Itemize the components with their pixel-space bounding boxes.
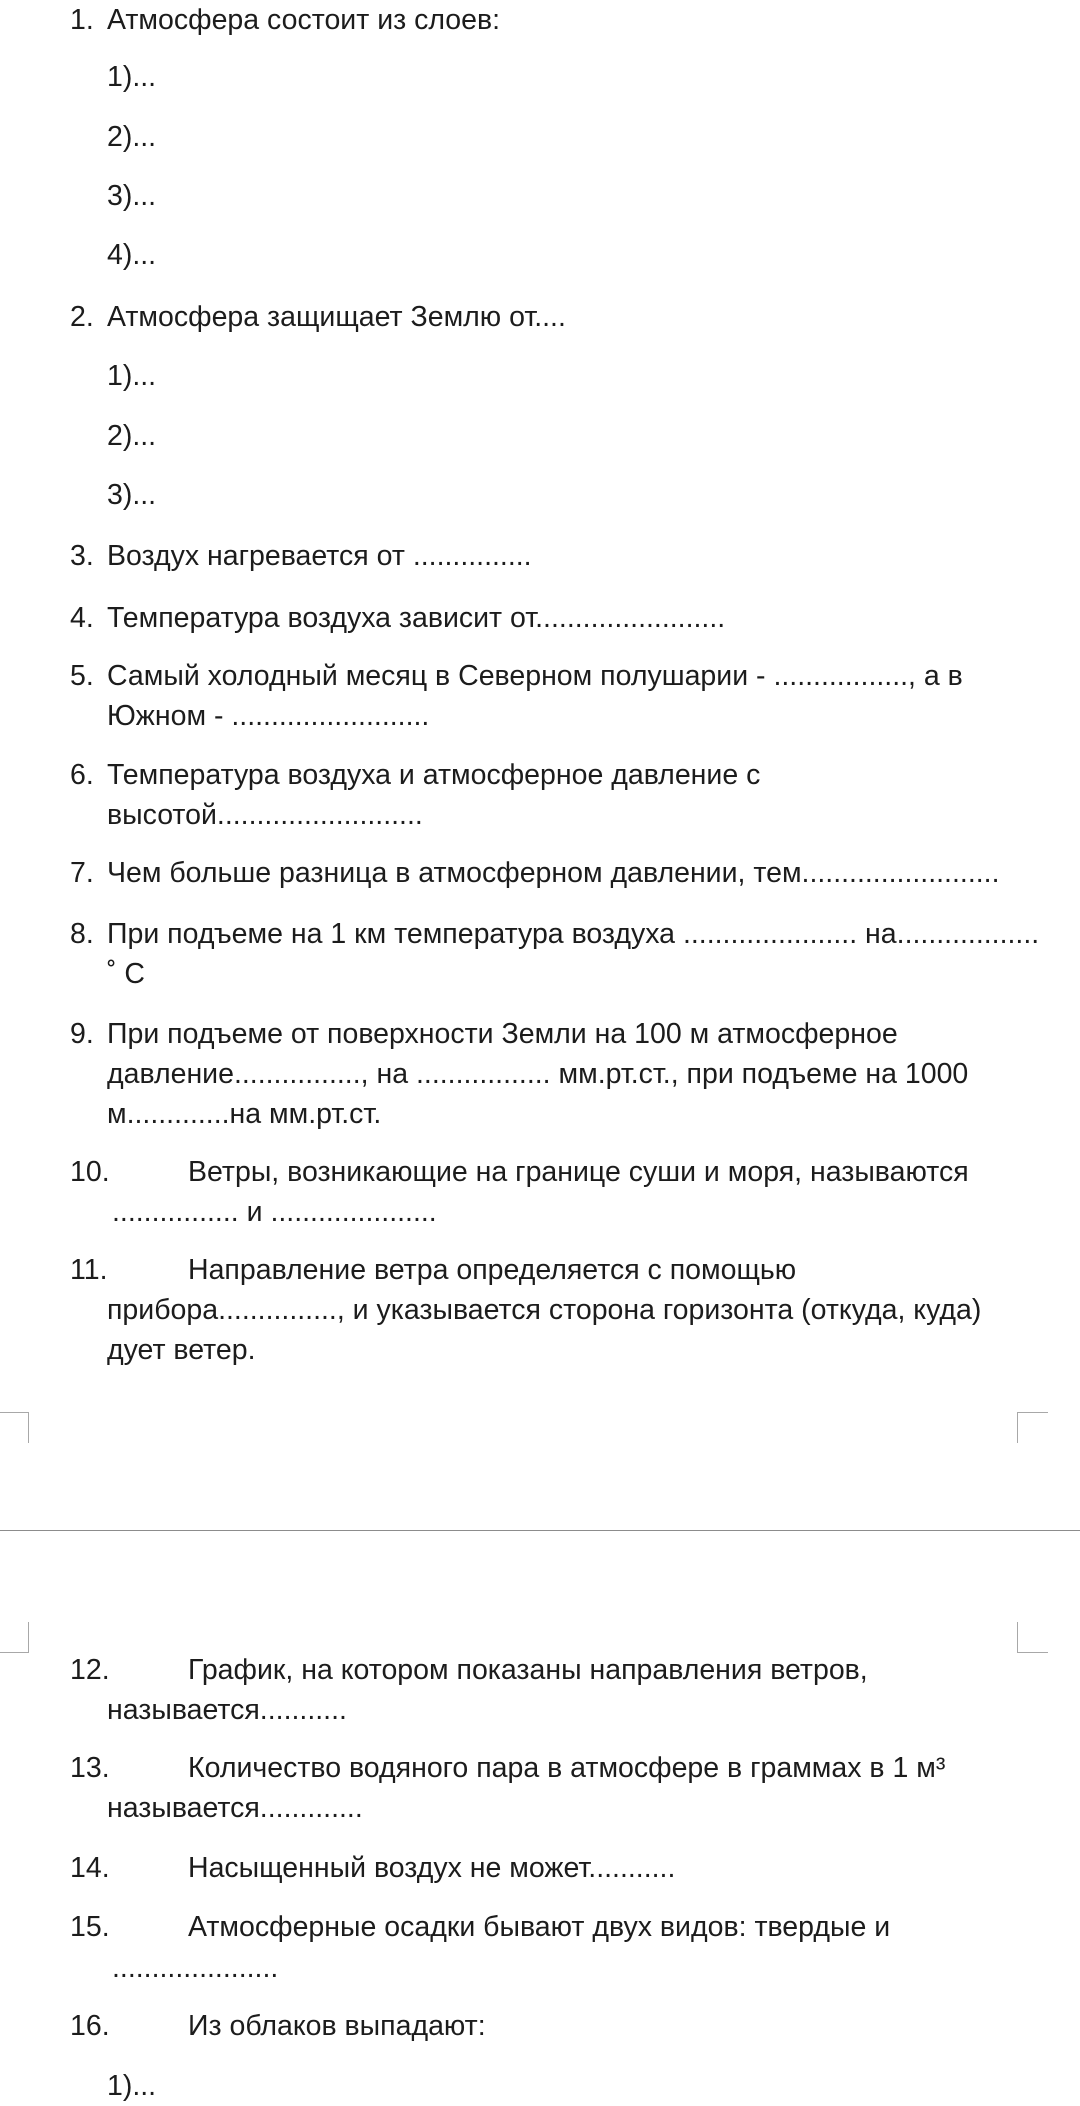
question-15-number: 15.	[70, 1911, 110, 1943]
question-5-line-2: Южном - .........................	[107, 700, 430, 732]
question-1-answer-4: 4)...	[107, 239, 157, 271]
question-16-number: 16.	[70, 2010, 110, 2042]
question-9-line-2: давление................, на ................. мм.рт.ст., при подъеме на 1000	[107, 1058, 969, 1090]
question-6-line-1: Температура воздуха и атмосферное давление с	[107, 759, 761, 791]
question-1-answer-2: 2)...	[107, 121, 157, 153]
question-15-line-2: .....................	[112, 1952, 279, 1984]
question-16-text: Из облаков выпадают:	[188, 2010, 486, 2042]
question-8-line-1: При подъеме на 1 км температура воздуха ...................... на..................	[107, 918, 1040, 950]
question-10-line-1: Ветры, возникающие на границе суши и моря, называются	[188, 1156, 969, 1188]
question-4-number: 4.	[70, 602, 94, 634]
question-9-line-1: При подъеме от поверхности Земли на 100 м атмосферное	[107, 1018, 898, 1050]
page-divider	[0, 1530, 1080, 1531]
question-14-number: 14.	[70, 1852, 110, 1884]
question-12-line-1: График, на котором показаны направления ветров,	[188, 1654, 868, 1686]
question-6-line-2: высотой..........................	[107, 799, 423, 831]
question-11-number: 11.	[70, 1254, 108, 1286]
question-13-line-1: Количество водяного пара в атмосфере в граммах в 1 м³	[188, 1752, 946, 1784]
question-7-text: Чем больше разница в атмосферном давлении, тем.........................	[107, 857, 1000, 889]
question-14-text: Насыщенный воздух не может...........	[188, 1852, 676, 1884]
question-1-answer-1: 1)...	[107, 61, 157, 93]
question-3-text: Воздух нагревается от ...............	[107, 540, 532, 572]
question-6-number: 6.	[70, 759, 94, 791]
question-2-answer-1: 1)...	[107, 360, 157, 392]
question-2-answer-2: 2)...	[107, 420, 157, 452]
question-12-number: 12.	[70, 1654, 110, 1686]
question-11-line-1: Направление ветра определяется с помощью	[188, 1254, 797, 1286]
question-8-line-2: ˚ С	[107, 958, 145, 990]
question-1-number: 1.	[70, 4, 94, 36]
question-5-line-1: Самый холодный месяц в Северном полушарии - ................., а в	[107, 660, 963, 692]
page-corner-mark	[0, 1622, 29, 1653]
question-7-number: 7.	[70, 857, 94, 889]
question-9-number: 9.	[70, 1018, 94, 1050]
question-13-line-2: называется.............	[107, 1792, 363, 1824]
question-3-number: 3.	[70, 540, 94, 572]
question-13-number: 13.	[70, 1752, 110, 1784]
question-5-number: 5.	[70, 660, 94, 692]
question-8-number: 8.	[70, 918, 94, 950]
question-1-answer-3: 3)...	[107, 180, 157, 212]
question-2-text: Атмосфера защищает Землю от....	[107, 301, 566, 333]
question-10-number: 10.	[70, 1156, 110, 1188]
page-corner-mark	[1017, 1412, 1048, 1443]
page-corner-mark	[0, 1412, 29, 1443]
question-15-line-1: Атмосферные осадки бывают двух видов: твердые и	[188, 1911, 891, 1943]
question-9-line-3: м.............на мм.рт.ст.	[107, 1098, 382, 1130]
question-10-line-2: ................ и .....................	[112, 1196, 437, 1228]
question-11-line-2: прибора..............., и указывается сторона горизонта (откуда, куда)	[107, 1294, 982, 1326]
question-1-text: Атмосфера состоит из слоев:	[107, 4, 501, 36]
question-12-line-2: называется...........	[107, 1694, 347, 1726]
question-4-text: Температура воздуха зависит от........................	[107, 602, 726, 634]
question-2-answer-3: 3)...	[107, 479, 157, 511]
page-corner-mark	[1017, 1622, 1048, 1653]
question-16-answer-1: 1)...	[107, 2070, 157, 2102]
question-11-line-3: дует ветер.	[107, 1334, 256, 1366]
question-2-number: 2.	[70, 301, 94, 333]
